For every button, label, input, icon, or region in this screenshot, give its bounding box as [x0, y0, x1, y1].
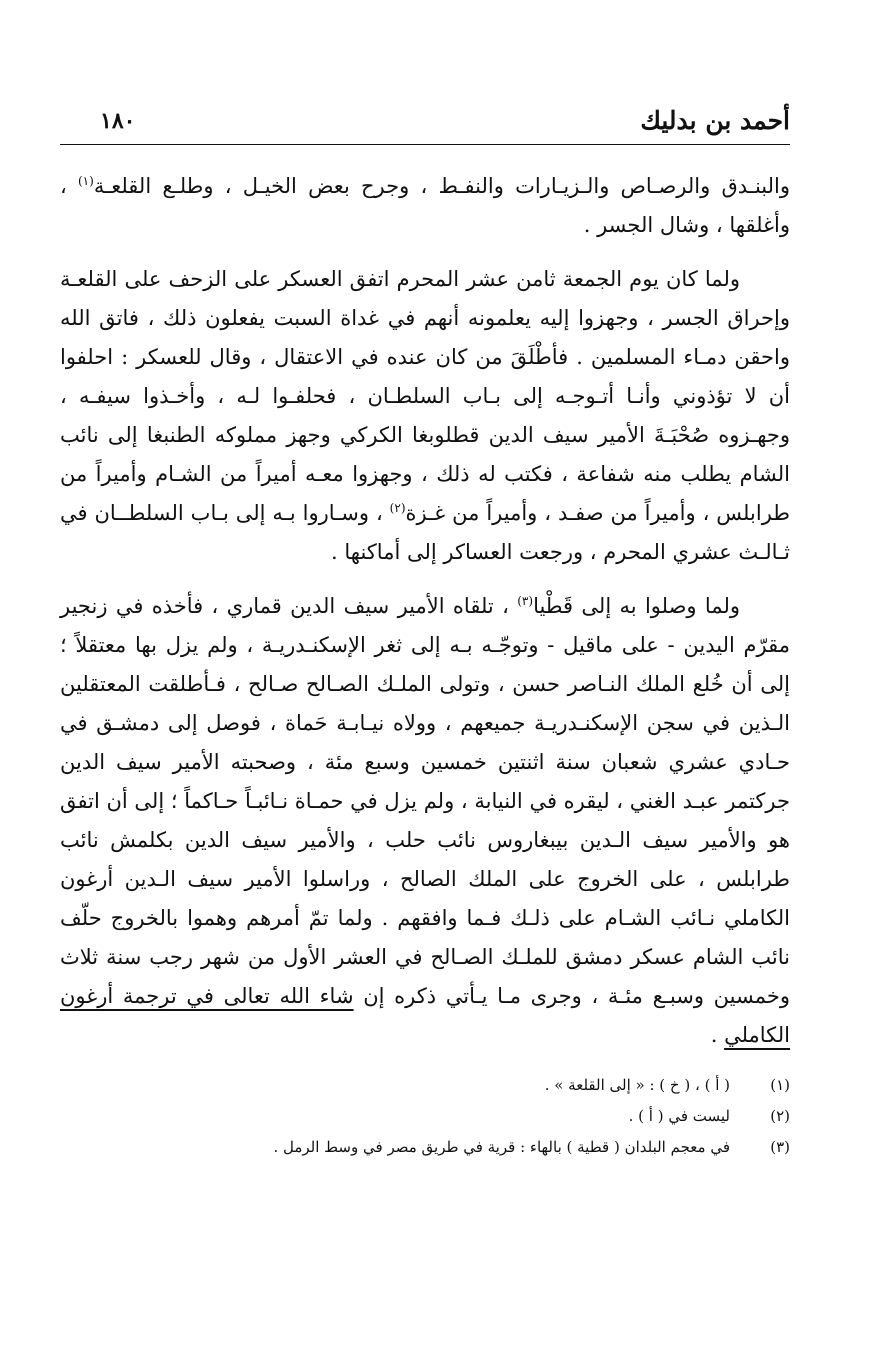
- footnote-1: [60, 1070, 790, 1101]
- footnote-marker-3: (٣): [517, 594, 534, 608]
- paragraph-text: ، وأغلقها ، وشال الجسر .: [60, 174, 790, 237]
- footnotes: [60, 1070, 790, 1163]
- paragraph-text: ولما كان يوم الجمعة ثامن عشر المحرم اتفق العسكر على الزحف على القلعـة وإحراق الجسر ، وجهزوا إليه يعلمونه أنهم في غداة السبت يفعلون ذلك ، فاتق الله واحقن دمـاء المسلمين . فأطْلَقَ من كان عنده في الاعتقال ، وقال للعسكر : احلفوا أن لا تؤذوني وأنـا أتـوجـه إلى بـاب السلطـان ، فحلفـوا لـه ، وأخـذوا سيفـه ، وجهـزوه صُحْبَـةَ الأمير سيف الدين قطلوبغا الكركي وجهز مملوكه الطنبغا إلى نائب الشام يطلب منه شفاعة ، فكتب له ذلك ، وجهزوا معـه أميراً من الشـام وأميراً من طرابلس ، وأميراً من صفـد ، وأميراً من غـزة: [60, 267, 790, 525]
- page-number: ١٨٠: [100, 108, 136, 134]
- paragraph-3: [60, 587, 790, 1055]
- footnote-number: (٣): [770, 1138, 790, 1156]
- footnote-text: ليست في ( أ ) .: [628, 1107, 730, 1125]
- footnote-number: (٢): [770, 1107, 790, 1125]
- paragraph-2: [60, 260, 790, 572]
- page-header: [60, 100, 790, 145]
- book-page: [60, 100, 790, 1163]
- footnote-text: في معجم البلدان ( قطية ) بالهاء : قرية في طريق مصر في وسط الرمل .: [273, 1138, 730, 1156]
- paragraph-text: والبنـدق والرصـاص والـزيـارات والنفـط ، وجرح بعض الخيـل ، وطلـع القلعـة: [93, 174, 790, 198]
- paragraph-text: .: [710, 1023, 725, 1047]
- paragraph-text: ولما وصلوا به إلى قَطْيا: [533, 594, 740, 618]
- running-title: أحمد بن بدليك: [640, 106, 790, 135]
- underlined-reference: شاء الله تعالى في ترجمة أرغون الكاملي: [60, 984, 790, 1047]
- footnote-number: (١): [770, 1076, 790, 1094]
- paragraph-1: [60, 167, 790, 245]
- footnote-marker-2: (٢): [389, 501, 406, 515]
- footnote-marker-1: (١): [77, 174, 94, 188]
- footnote-3: [60, 1132, 790, 1163]
- main-text: [60, 167, 790, 1055]
- footnote-2: [60, 1101, 790, 1132]
- paragraph-text: ، تلقاه الأمير سيف الدين قماري ، فأخذه في زنجير مقرّم اليدين - على ماقيل - وتوجّـه بـه إلى ثغر الإسكنـدريـة ، ولم يزل بها معتقلاً ؛ إلى أن خُلع الملك النـاصر حسن ، وتولى الملـك الصـالح صـالح ، فـأطلقت المعتقلين الـذين في سجن الإسكنـدريـة جميعهم ، وولاه نيـابـة حَماة ، فوصل إلى دمشـق في حـادي عشري شعبان سنة اثنتين خمسين وسبع مئة ، وصحبته الأمير سيف الدين جركتمر عبـد الغني ، ليقره في النيابة ، ولم يزل في حمـاة نـائبـاً حـاكماً ؛ إلى أن اتفق هو والأمير سيف الـدين بيبغاروس نائب حلب ، والأمير سيف الدين بكلمش نائب طرابلس ، على الخروج على الملك الصالح ، وراسلوا الأمير سيف الـدين أرغون الكاملي نـائب الشـام على ذلـك فـما وافقهم . ولما تمّ أمرهم وهموا بالخروج حلّف نائب الشام عسكر دمشق للملـك الصـالح في العشر الأول من شهر رجب سنة ثلاث وخمسين وسبـع مئـة ، وجرى مـا يـأتي ذكره إن: [60, 594, 790, 1008]
- footnote-text: ( أ ) ، ( خ ) : « إلى القلعة » .: [544, 1076, 730, 1094]
- paragraph-text: ، وسـاروا بـه إلى بـاب السلطــان في ثـالـث عشري المحرم ، ورجعت العساكر إلى أماكنها .: [60, 501, 790, 564]
